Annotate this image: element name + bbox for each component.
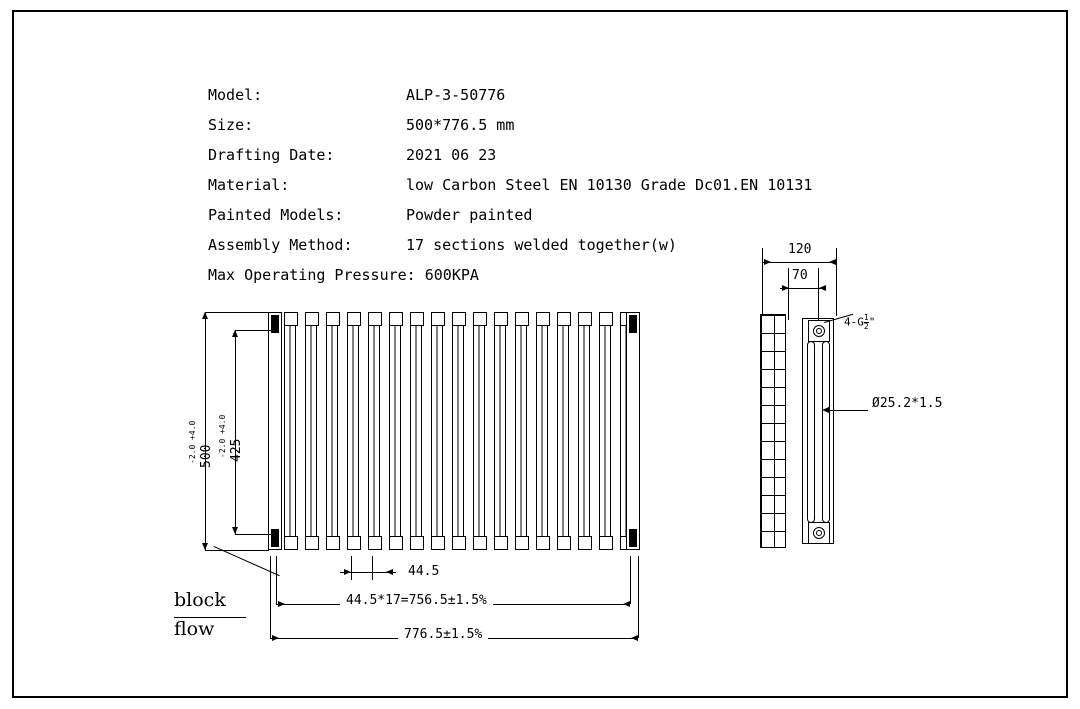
ext-line bbox=[638, 556, 639, 638]
dim-arrow bbox=[822, 407, 829, 413]
dim-arrow bbox=[272, 635, 279, 641]
radiator-section bbox=[347, 312, 359, 550]
wall-hatch bbox=[760, 314, 786, 548]
ext-line bbox=[270, 556, 271, 638]
end-cap-right bbox=[626, 312, 640, 550]
connection-unit: " bbox=[868, 315, 876, 329]
dim-text-pitch-total: 44.5*17=756.5±1.5% bbox=[340, 593, 493, 608]
valve-top bbox=[808, 320, 830, 342]
dim-arrow bbox=[232, 527, 238, 534]
radiator-section bbox=[494, 312, 506, 550]
dim-tol-minus-500: -2.0 bbox=[188, 444, 197, 464]
radiator-section bbox=[431, 312, 443, 550]
dim-text-height-500: 500 bbox=[199, 444, 214, 468]
ext-line bbox=[818, 268, 819, 320]
ext-line bbox=[762, 248, 763, 316]
spec-label: Material: bbox=[208, 176, 290, 194]
end-cap-block bbox=[629, 315, 637, 333]
end-cap-block bbox=[629, 529, 637, 547]
dim-tol-plus-425: +4.0 bbox=[218, 414, 227, 434]
dim-tol-minus-425: -2.0 bbox=[218, 438, 227, 458]
ext-line bbox=[276, 556, 277, 604]
dim-arrow bbox=[202, 543, 208, 550]
dim-text-depth-70: 70 bbox=[792, 268, 808, 283]
dim-text-height-425: 425 bbox=[229, 438, 244, 462]
label-flow: flow bbox=[174, 618, 215, 640]
dim-arrow bbox=[232, 330, 238, 337]
radiator-section bbox=[452, 312, 464, 550]
dim-line-depth-120 bbox=[762, 262, 836, 263]
dim-arrow bbox=[202, 312, 208, 319]
dim-text-width: 776.5±1.5% bbox=[398, 627, 488, 642]
dim-tol-plus-500: +4.0 bbox=[188, 420, 197, 440]
ext-line bbox=[630, 556, 631, 604]
spec-label: Size: bbox=[208, 116, 254, 134]
radiator-section bbox=[284, 312, 296, 550]
radiator-section bbox=[326, 312, 338, 550]
spec-value: low Carbon Steel EN 10130 Grade Dc01.EN 10131 bbox=[406, 176, 813, 194]
dim-arrow bbox=[819, 285, 826, 291]
valve-bottom bbox=[808, 522, 830, 544]
spec-value: ALP-3-50776 bbox=[406, 86, 506, 104]
side-tube-left bbox=[807, 341, 815, 523]
spec-value: 500*776.5 mm bbox=[406, 116, 515, 134]
fraction-denominator: 2 bbox=[863, 322, 869, 331]
radiator-section bbox=[473, 312, 485, 550]
radiator-section bbox=[557, 312, 569, 550]
spec-label: Painted Models: bbox=[208, 206, 344, 224]
radiator-section bbox=[578, 312, 590, 550]
dim-arrow bbox=[782, 285, 789, 291]
dim-arrow bbox=[623, 601, 630, 607]
spec-value: Powder painted bbox=[406, 206, 533, 224]
ext-line bbox=[205, 312, 269, 313]
dim-arrow bbox=[829, 259, 836, 265]
fraction-numerator: 1 bbox=[863, 313, 869, 322]
dim-text-pitch: 44.5 bbox=[408, 564, 440, 579]
dim-text-tube-spec: Ø25.2*1.5 bbox=[872, 396, 943, 411]
front-view-radiator bbox=[268, 312, 640, 550]
dim-line-height-425 bbox=[235, 330, 236, 534]
dim-text-connection bbox=[844, 314, 875, 331]
end-cap-left bbox=[268, 312, 282, 550]
dim-arrow bbox=[344, 569, 351, 575]
radiator-section bbox=[410, 312, 422, 550]
end-cap-block bbox=[271, 529, 279, 547]
side-view-radiator bbox=[760, 300, 880, 560]
dim-arrow bbox=[278, 601, 285, 607]
ext-line bbox=[351, 556, 352, 580]
spec-label: Drafting Date: bbox=[208, 146, 335, 164]
dim-arrow bbox=[386, 569, 393, 575]
radiator-section bbox=[599, 312, 611, 550]
ext-line bbox=[235, 330, 277, 331]
spec-value: 2021 06 23 bbox=[406, 146, 497, 164]
ext-line bbox=[836, 248, 837, 316]
radiator-section bbox=[389, 312, 401, 550]
side-body-outline bbox=[802, 318, 834, 544]
dim-line-height-500 bbox=[205, 312, 206, 550]
leader-line-tube bbox=[826, 410, 868, 411]
radiator-section bbox=[515, 312, 527, 550]
radiator-section bbox=[305, 312, 317, 550]
spec-label: Assembly Method: bbox=[208, 236, 353, 254]
side-tube-right bbox=[822, 341, 830, 523]
ext-line bbox=[372, 556, 373, 580]
radiator-section bbox=[536, 312, 548, 550]
ext-line bbox=[788, 268, 789, 320]
label-block: block bbox=[174, 589, 226, 611]
ext-line bbox=[235, 534, 277, 535]
dim-arrow bbox=[764, 259, 771, 265]
connection-label: 4-G bbox=[844, 315, 864, 329]
spec-label: Model: bbox=[208, 86, 263, 104]
ext-line bbox=[205, 550, 269, 551]
spec-value: 17 sections welded together(w) bbox=[406, 236, 677, 254]
radiator-section bbox=[368, 312, 380, 550]
spec-label: Max Operating Pressure: 600KPA bbox=[208, 266, 479, 284]
dim-text-depth-120: 120 bbox=[788, 242, 812, 257]
dim-arrow bbox=[631, 635, 638, 641]
